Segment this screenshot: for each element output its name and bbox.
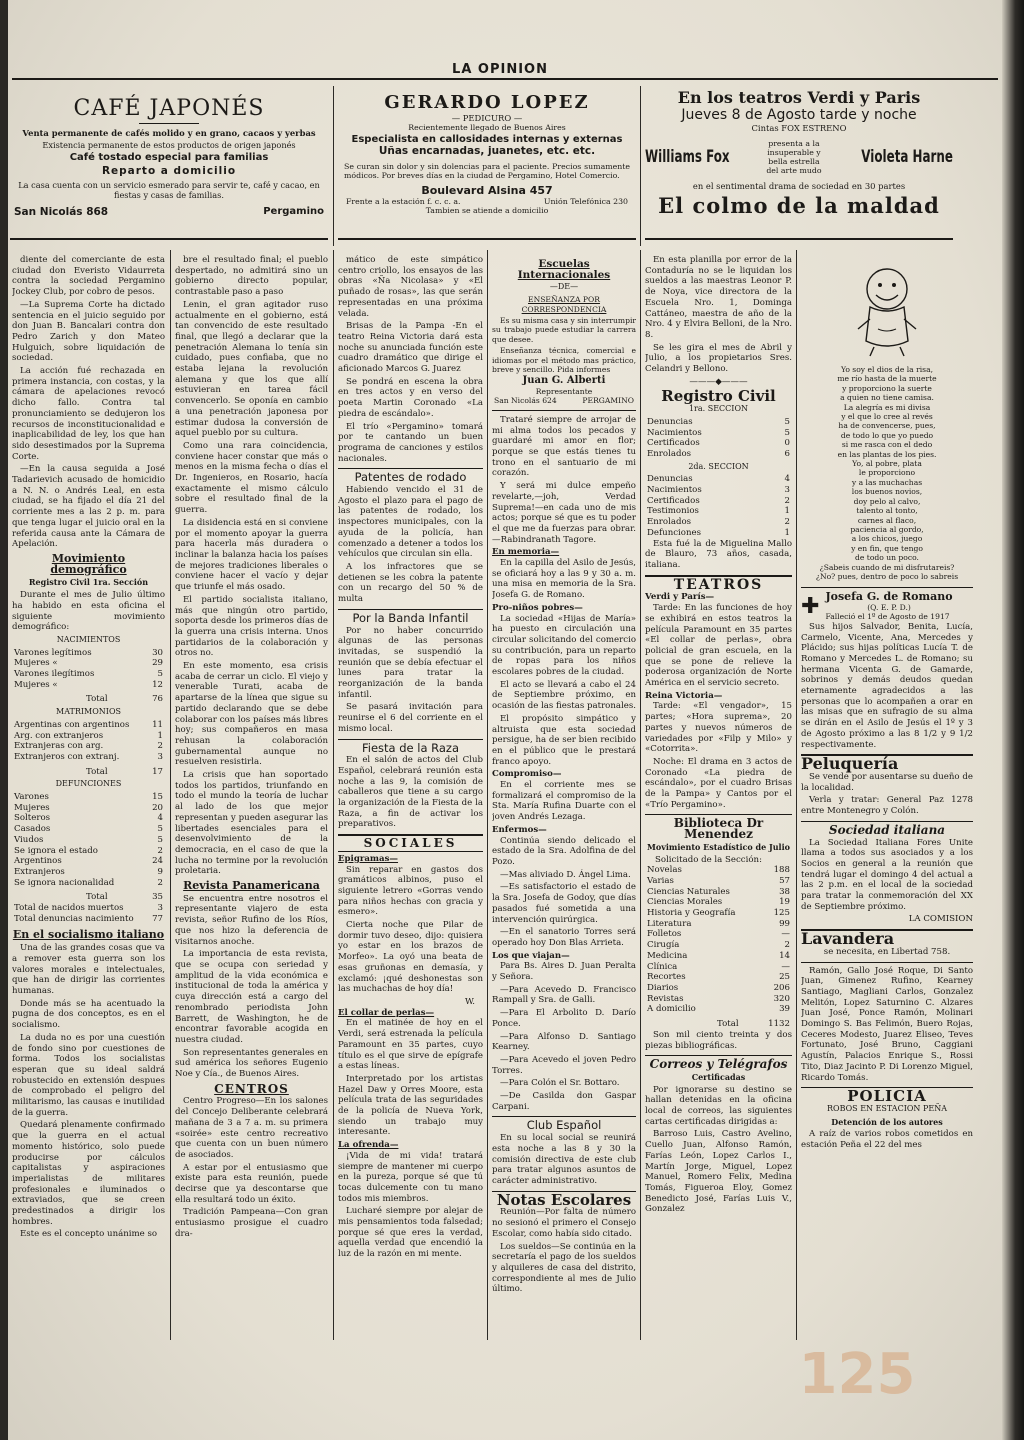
escuelas-heading: Escuelas Internacionales <box>517 258 611 281</box>
article-paragraph: El trío «Pergamino» tomará por te cantando un buen programa de canciones y estilos nacionales. <box>338 421 483 464</box>
article-paragraph: En la capilla del Asilo de Jesús, se oficiará hoy a las 9 y 30 a. m. una misa en memoria de la Sra. Josefa G. de Romano. <box>492 558 636 601</box>
table-row: Varones 15 <box>14 792 163 803</box>
article-paragraph: Cierta noche que Pilar de dormir tuvo deseo, dijo: quisiera yo estar en los brazos de Morfeo». La oyó una beata de esas gruñonas en demasía, y exclamó: ¡qué deshonestas son las muchachas de hoy día! <box>338 920 483 995</box>
article-paragraph: Es su misma casa y sin interrumpir su trabajo puede estudiar la carrera que desee. <box>492 315 636 344</box>
table-row: Certificados 0 <box>647 438 790 449</box>
sociales-heading: SOCIALES <box>338 834 483 852</box>
article-paragraph: A raíz de varios robos cometidos en estación Peña el 22 del mes <box>801 1129 973 1151</box>
ad-cafe-japones <box>10 88 328 240</box>
ad-teatros-line3: Cintas FOX ESTRENO <box>751 123 847 133</box>
article-paragraph: Se encuentra entre nosotros el representante viajero de esta revista, señor Rufino de los Ríos, que nos hizo la deferencia de visitarnos anoche. <box>175 893 328 947</box>
article-paragraph: Ramón, Gallo José Roque, Di Santo Juan, Gimenez Rufino, Kearney Santiago, Magliani Carlos, Gonzalez Melitón, Lopez Saturnino C. Alzares Juan José, Ponce Ramón, Molinari Domingo S. Bas Felimón, Buero Rojas, Ceceres Modesto, Juarez Eliseo, Teves Fortunato, José Bruno, Caggiani Agustín, Palacios Enrique S., Rossi Tito, Diaz Jacinto P. Di Lorenzo Miguel, Ricardo Tomás. <box>801 962 973 1084</box>
article-paragraph: La importancia de esta revista, que se ocupa con seriedad y amplitud de la vida económica e institucional de toda la américa y cuya dirección está a cargo del renombrado periodista John Barrett, de Washington, he de encontrar favorable acogida en nuestra ciudad. <box>175 949 328 1045</box>
column-rule <box>170 250 171 1340</box>
article-paragraph: Interpretado por los artistas Hazel Daw y Orres Moore, esta película trata de las seguridades de la policía de Nueva York, siendo un trabajo muy interesante. <box>338 1073 483 1138</box>
table-row: Total denuncias nacimiento 77 <box>14 913 163 924</box>
divider <box>139 123 199 124</box>
ad-cafe-line5: La casa cuenta con un servicio esmerado para servir te, café y cacao, en fiestas y casas de familias. <box>18 180 320 200</box>
article-paragraph: Quedará plenamente confirmado que la guerra en el actual momento histórico, solo puede producirse por cálculos capitalistas y aspiraciones imperialistas de militares profesionales e iluminados o extraviados, que se creen predestinados a dirigir los hombres. <box>12 1120 165 1227</box>
correos-subheading: Certificadas <box>691 1071 746 1082</box>
article-paragraph: Reunión—Por falta de número no sesionó el primero el Consejo Escolar, como había sido citado. <box>492 1207 636 1239</box>
ad-teatros-verdi-paris <box>645 88 953 240</box>
table-row: Literatura 99 <box>647 918 790 929</box>
obituary-header <box>801 587 973 622</box>
obituary-date: Falleció el 1º de Agosto de 1917 <box>825 612 950 622</box>
table-row: Varias 57 <box>647 875 790 886</box>
table-row: Historia y Geografía 125 <box>647 908 790 919</box>
ad-gerardo-lopez <box>338 88 636 240</box>
article-paragraph: Donde más se ha acentuado la pugna de dos conceptos, es en el socialismo. <box>12 998 165 1031</box>
article-paragraph: ¡Vida de mi vida! tratará siempre de mantener mi cuerpo en la pureza, porque sé que tú tocas dulcemente con tu mano todos mis miembros. <box>338 1150 483 1204</box>
epigramas-signature: W. <box>464 997 475 1007</box>
memoria-heading: En memoria— <box>492 547 560 558</box>
article-paragraph: Como una rara coincidencia, conviene hacer constar que más o menos en la misma fecha o días el Dr. Ingenieros, en Rosario, hacía exactamente el mismo cálculo sobre el resultado final de la guerra. <box>175 440 328 516</box>
article-paragraph: Barroso Luis, Castro Avelino, Cuello Juan, Alfonso Ramón, Farías León, Lopez Carlos I., Martín Jorge, Miguel, Lopez Manuel, Romero Felix, Medina Tomás, Figueroa Eloy, Gomez Benedicto José, Farías Luis V., Gonzalez <box>645 1129 792 1215</box>
ad-cafe-line1: Venta permanente de cafés molido y en grano, cacaos y yerbas <box>22 128 316 138</box>
ad-cafe-line4: Reparto a domicilio <box>101 165 237 177</box>
enfermos-heading: Enfermos— <box>492 824 547 835</box>
laughing-god-icon <box>842 259 932 359</box>
article-paragraph: En el corriente mes se formalizará el compromiso de la Sta. María Rufina Duarte con el joven Andrés Lezaga. <box>492 780 636 823</box>
masthead: LA OPINION <box>452 62 548 77</box>
escuelas-or: —DE— <box>549 282 579 292</box>
obituary-rip: (Q. E. P. D.) <box>867 603 911 613</box>
biblioteca-subheading: Movimiento Estadístico de Julio <box>647 841 790 852</box>
article-paragraph: Tarde: «El vengador», 15 partes; «Hora suprema», 20 partes y nuevos números de variedades por «Filp y Milo» y «Cotorrita». <box>645 701 792 755</box>
ad-gerardo-arrival: Recientemente llegado de Buenos Aires <box>408 123 566 132</box>
table-row: Ciencias Morales 19 <box>647 897 790 908</box>
sociedad-italiana-signature: LA COMISION <box>908 914 973 925</box>
lavandera-heading: Lavandera <box>801 929 973 945</box>
article-paragraph: Verla y tratar: General Paz 1278 entre Montenegro y Colón. <box>801 795 973 817</box>
ad-gerardo-attend: Tambien se atiende a domicilio <box>425 205 549 215</box>
table-row: Mujeres « 12 <box>14 679 163 690</box>
teatros-verdi-heading: Verdi y París— <box>645 592 715 603</box>
ad-gerardo-near: Frente a la estación f. c. c. a. <box>346 196 461 206</box>
archive-stamp: 125 <box>798 1342 916 1407</box>
list-item: —Para Acevedo el joven Pedro Torres. <box>492 1054 636 1076</box>
epigramas-heading: Epigramas— <box>338 853 399 864</box>
cartoon-figure <box>801 259 973 359</box>
ad-teatros-film: El colmo de la maldad <box>658 193 940 218</box>
table-row: Varones legítimos 30 <box>14 647 163 658</box>
table-row: Recortes 25 <box>647 972 790 983</box>
demografico-intro: Durante el mes de Julio último ha habido en esta oficina el siguiente movimiento demográfico: <box>12 590 165 633</box>
lavandera-text: se necesita, en Libertad 758. <box>823 946 951 957</box>
table-total-row: Total 1132 <box>717 1019 790 1030</box>
table-row: Denuncias 5 <box>647 416 790 427</box>
article-paragraph: En este momento, esa crisis acaba de cerrar un ciclo. El viejo y venerable Turati, acaba de apartarse de la línea que sigue su partido declarando que se debe colaborar con los países más libres hoy; sus compañeros en masa rehusan la colaboración gubernamental aunque no resuelven resistirla. <box>175 661 328 768</box>
table-row: Viudos 5 <box>14 834 163 845</box>
masthead-rule <box>12 78 998 80</box>
ad-gerardo-phone: Unión Telefónica 230 <box>543 196 628 206</box>
list-item: —Para El Arbolito D. Darío Ponce. <box>492 1008 636 1029</box>
table-row: Extranjeros 9 <box>14 866 163 877</box>
table-total-row: Total 17 <box>86 766 163 777</box>
ad-gerardo-address: Boulevard Alsina 457 <box>421 183 553 197</box>
article-paragraph: Se pondrá en escena la obra en tres actos y en verso del poeta Martin Coronado «La piedra de escándalo». <box>338 376 483 419</box>
table-row: Novelas 188 <box>647 865 790 876</box>
cartoon-verse: Yo soy el dios de la risa, me río hasta de la muerte y proporciono la suerte a quien no tiene camisa. La alegría es mi divisa y el que lo cree al revés ha de convencerse, pues, de todo lo que yo puedo si me rasca con el dedo en las plantas de los pies. Yo, al pobre, plata le proporciono y a las muchachas los buenos novios, doy pelo al calvo, talento al tonto, carnes al flaco, paciencia al gordo, a los chicos, juego y en fin, que tengo de todo un poco. ¿Sabeis cuando de mi disfrutareis? ¿No? pues, dentro de poco lo sabreis <box>815 365 959 581</box>
ofrenda-heading: La ofrenda— <box>338 1140 399 1151</box>
column-6 <box>801 255 973 1337</box>
notas-escolares-heading: Notas Escolares <box>492 1191 636 1206</box>
article-paragraph: En el matinée de hoy en el Verdi, será estrenada la película Paramount en 35 partes, cuyo título es el que sirve de epígrafe a estas líneas. <box>338 1018 483 1072</box>
list-item: —Para Colón el Sr. Bottaro. <box>500 1078 620 1089</box>
table-row: Argentinos 24 <box>14 856 163 867</box>
article-paragraph: Lucharé siempre por alejar de mis pensamientos toda falsedad; porque sé que eres la verdad, aquella verdad que encendió la luz de la razón en mi mente. <box>338 1206 483 1260</box>
ad-gerardo-spec1: Especialista en callosidades internas y externas <box>351 134 623 145</box>
article-paragraph: Sus hijos Salvador, Benita, Lucía, Carmelo, Vicente, Ana, Mercedes y Plácido; sus hijas políticas Lucía T. de Romano y Mercedes L. de Romano; su hermana Vicenta G. de Gamarde, sobrinos y demás deudos quedan eternamente agradecidos a las personas que lo acompañen a orar en las misas que en sufragio de su alma se dirán en el Asilo de Jesús el 1º y 3 de Agosto próximo a las 8 1/2 y 9 1/2 respectivamente. <box>801 621 973 750</box>
article-paragraph: Noche: El drama en 3 actos de Coronado «La piedra de escándalo», por el cuadro Brisas de la Pampa» y Cantos por el «Trío Pergamino». <box>645 756 792 810</box>
ad-gerardo-name: GERARDO LOPEZ <box>384 92 590 113</box>
article-paragraph: Lenin, el gran agitador ruso actualmente en el gobierno, está tan convencido de este resultado final, que llegó a declarar que la penetración Alemana lo tenía sin cuidado, pues confiaba, que no estaba lejana la revolución alemana y que los que allí estuvieran en tarea fácil convencerlo. Se oponía en cambio a una penetración japonesa por estimar dudosa la conversión de aquel pueblo por su cultura. <box>175 299 328 439</box>
ad-gerardo-spec2: Uñas encarnadas, juanetes, etc. etc. <box>378 145 596 157</box>
table-row: Testimonios 1 <box>647 506 790 517</box>
article-paragraph: Por no haber concurrido algunas de las personas invitadas, se suspendió la reunión que se debía efectuar el lunes para tratar la reorganización de la banda infantil. <box>338 625 483 700</box>
table-row: Enrolados 2 <box>647 517 790 528</box>
table-row: Solteros 4 <box>14 813 163 824</box>
table-row: Diarios 206 <box>647 983 790 993</box>
column-rule <box>640 250 641 1340</box>
article-paragraph: Sin reparar en gastos dos gramáticos albinos, puso el siguiente letrero «Gorras vendo para niños hechas con gracia y esmero». <box>338 864 483 918</box>
escuelas-subheading: ENSEÑANZA POR CORRESPONDENCIA <box>521 295 607 314</box>
column-3 <box>338 255 483 1337</box>
compromiso-heading: Compromiso— <box>492 769 562 780</box>
article-paragraph: Esta fué la de Miguelina Mallo de Blauro, 73 años, casada, italiana. <box>645 538 792 570</box>
article-paragraph: Son representantes generales en sud américa los señores Eugenio Noe y Cía., de Buenos Aires. <box>175 1047 328 1080</box>
ad-cafe-address: San Nicolás 868 <box>14 206 109 218</box>
article-paragraph: El propósito simpático y altruista que esta sociedad persigue, ha de ser bien recibido en el público que le prestará franco apoyo. <box>492 713 636 767</box>
demografico-heading: Movimiento demográfico <box>50 551 127 576</box>
table-row: Cirugía 2 <box>647 940 790 951</box>
correos-heading: Correos y Telégrafos <box>645 1055 792 1070</box>
table-total-row: Total 35 <box>86 892 163 903</box>
table-row: Argentinas con argentinos 11 <box>14 719 163 730</box>
article-paragraph: Y será mi dulce empeño revelarte,—joh, Verdad Suprema!—en cada uno de mis actos; porque sé que es tu poder el que me da fuerzas para obrar.—Rabindranath Tagore. <box>492 481 636 545</box>
article-paragraph: Brisas de la Pampa -En el teatro Reina Victoria dará esta noche su anunciada función este cuadro dramático que dirige el aficionado Marcos G. Juarez <box>338 321 483 375</box>
column-rule <box>487 250 488 1340</box>
table-row: Extranjeras con arg. 2 <box>14 741 163 752</box>
banda-heading: Por la Banda Infantil <box>338 609 483 624</box>
article-paragraph: Tarde: En las funciones de hoy se exhibirá en estos teatros la película Paramount en 35 partes «El collar de perlas», obra policial de gran escuela, en la que se pone de relieve la poderosa organización de Norte América en el servicio secreto. <box>645 603 792 689</box>
escuelas-rep-name: Juan G. Alberti <box>522 375 606 387</box>
article-paragraph: —Es satisfactorio el estado de la Sra. Josefa de Godoy, que días pasados fué sometida a una intervención quirúrgica. <box>492 882 636 925</box>
article-paragraph: Se pasará invitación para reunirse el 6 del corriente en el mismo local. <box>338 702 483 734</box>
nacimientos-table <box>12 648 165 706</box>
pro-ninos-heading: Pro-niños pobres— <box>492 602 583 613</box>
ornament-divider: ———◆——— <box>689 376 748 387</box>
ad-gerardo-role: — PEDICURO — <box>451 113 523 123</box>
table-row: Nacimientos 5 <box>647 427 790 438</box>
article-paragraph: —Mas aliviado D. Ángel Lima. <box>500 869 631 880</box>
ad-teatros-line1: En los teatros Verdi y Paris <box>677 88 921 107</box>
article-paragraph: La duda no es por una cuestión de fondo sino por cuestiones de forma. Todos los socialistas esperan que su ideal saldrá robustecido en extensión despues de comprobado el peligro del militarismo, las causas e inutilidad de la guerra. <box>12 1032 165 1118</box>
table-row: Casados 5 <box>14 824 163 835</box>
table-row: Se ignora el estado 2 <box>14 845 163 856</box>
article-paragraph: Se les gira el mes de Abril y Julio, a los propietarios Sres. Celandri y Bellono. <box>645 342 792 375</box>
article-paragraph: A los infractores que se detienen se les cobra la patente con un recargo del 50 % de multa <box>338 561 483 605</box>
nacimientos-heading: NACIMIENTOS <box>56 634 121 644</box>
list-item: —Para Acevedo D. Francisco Rampall y Sra. de Galli. <box>492 984 636 1006</box>
list-item: —De Casilda don Gaspar Carpani. <box>492 1091 636 1112</box>
viajan-heading: Los que viajan— <box>492 950 570 961</box>
collar-heading: El collar de perlas— <box>338 1007 435 1018</box>
ad-teatros-drama: en el sentimental drama de sociedad en 30 partes <box>692 181 906 191</box>
column-2 <box>175 255 328 1337</box>
column-5 <box>645 255 792 1337</box>
matrimonios-table <box>12 720 165 778</box>
article-paragraph: El partido socialista italiano, más que ningún otro partido, soporta desde los primeros días de la guerra una crisis interna. Unos partidarios de la colaboración y otros no. <box>175 594 328 659</box>
demografico-subheading: Registro Civil 1ra. Sección <box>28 577 149 588</box>
ad-teatros-studio: Williams Fox <box>645 147 730 167</box>
defunciones-heading: DEFUNCIONES <box>55 779 122 789</box>
registro-civil-heading: Registro Civil <box>661 387 776 406</box>
article-paragraph: Se vende por ausentarse su dueño de la localidad. <box>801 772 973 793</box>
revista-heading: Revista Panamericana <box>183 879 320 893</box>
registro-seccion2: 2da. SECCION <box>688 461 749 471</box>
matrimonios-heading: MATRIMONIOS <box>56 707 121 717</box>
teatros-reina-heading: Reina Victoria— <box>645 690 723 701</box>
ad-cafe-city: Pergamino <box>263 206 324 217</box>
policia-subheading2: Detención de los autores <box>831 1116 943 1127</box>
ad-teatros-presents: presenta a la insuperable y bella estrella del arte mudo <box>766 139 822 175</box>
ad-teatros-line2: Jueves 8 de Agosto tarde y noche <box>681 107 917 123</box>
column-rule <box>640 86 641 246</box>
article-paragraph: —En la causa seguida a José Tadarievich acusado de homicidio a N. N. o Andrés Leal, en esta ciudad, se ha fijado el día 21 del corriente mes a las 2 p. m. para que tenga lugar el juicio oral en la referida causa ante la Cámara de Apelación. <box>12 464 165 550</box>
teatros-heading: TEATROS <box>645 575 792 591</box>
article-paragraph: La acción fué rechazada en primera instancia, con costas, y la cámara de apelaciones revocó dicho fallo. Contra tal pronunciamiento se dedujeron los recursos de inconstitucionalidad e inaplicabilidad de ley, los que han sido desestimados por la Suprema Corte. <box>12 366 165 462</box>
sociedad-italiana-heading: Sociedad italiana <box>801 821 973 836</box>
column-rule <box>333 250 334 1340</box>
cross-icon: ✚ <box>801 594 820 620</box>
table-row: Medicina 14 <box>647 950 790 961</box>
table-row: Extranjeros con extranj. 3 <box>14 751 163 762</box>
defunciones-table <box>12 792 165 924</box>
column-rule <box>796 250 797 1340</box>
table-row: Varones ilegítimos 5 <box>14 669 163 680</box>
table-total-row: Total 76 <box>86 694 163 705</box>
club-espanol-heading: Club Español <box>492 1116 636 1131</box>
article-paragraph: La crisis que han soportado todos los partidos, triunfando en todo el mundo la teoría de luchar al lado de los que mejor representan y pueden asegurar las libertades esenciales para el desenvolvimiento de la democracia, en el caso de que la lucha no termine por la revolución proletaria. <box>175 770 328 877</box>
table-row: Folletos — <box>647 929 790 940</box>
raza-heading: Fiesta de la Raza <box>338 739 483 754</box>
socialismo-heading: En el socialismo italiano <box>12 928 165 942</box>
ad-teatros-star: Violeta Harne <box>861 147 953 167</box>
policia-heading: POLICIA <box>801 1087 973 1102</box>
ad-cafe-line2: Existencia permanente de estos productos de origen japonés <box>42 140 296 150</box>
table-row: A domicilio 39 <box>647 1004 790 1015</box>
scan-edge-left <box>0 0 8 1440</box>
article-paragraph: En el salón de actos del Club Español, celebrará reunión esta noche a las 9, la comisión de caballeros que tiene a su cargo la organización de la Fiesta de la Raza, a fin de activar los preparativos. <box>338 755 483 830</box>
article-paragraph: mático de este simpático centro criollo, los ensayos de las obras «Ña Nicolasa» y «El puñado de rosas», las que serán representadas en una próxima velada. <box>338 255 483 319</box>
article-paragraph: El acto se llevará a cabo el 24 de Septiembre próximo, en ocasión de las fiestas patronales. <box>492 679 636 712</box>
article-paragraph: diente del comerciante de esta ciudad don Everisto Vidaurreta contra la sociedad Pergamino Jockey Club, por cobro de pesos. <box>12 255 165 298</box>
table-row: Nacimientos 3 <box>647 485 790 496</box>
article-paragraph: La disidencia está en si conviene por el momento apoyar la guerra para hacerla más duradera o inclinar la balanza hacia los países de mejores tradiciones liberales o conviene hacer el vacío y dejar que triunfe el más osado. <box>175 517 328 593</box>
article-paragraph: La Sociedad Italiana Fores Unite llama a todos sus asociados y a los Socios en general a la reunión que tendrá lugar el domingo 4 del actual a las 2 p.m. en el local de la sociedad para tratar la conmemoración del XX de Septiembre próximo. <box>801 837 973 912</box>
table-row: Revistas 320 <box>647 993 790 1004</box>
article-paragraph: —En el sanatorio Torres será operado hoy Don Blas Arrieta. <box>492 927 636 948</box>
article-paragraph: En su local social se reunirá esta noche a las 8 y 30 la comisión directiva de este club para tratar algunos asuntos de carácter administrativo. <box>492 1133 636 1186</box>
article-paragraph: Una de las grandes cosas que va a remover esta guerra son los valores morales e intelectuales, que han de dirigir las corrientes humanas. <box>12 943 165 996</box>
table-row: Se ignora nacionalidad 2 <box>14 877 163 888</box>
biblioteca-heading: Biblioteca Dr Menendez <box>645 814 792 839</box>
table-row: Enrolados 6 <box>647 448 790 459</box>
ad-cafe-title: CAFÉ JAPONÉS <box>73 96 265 121</box>
article-paragraph: Los sueldos—Se continúa en la secretaría el pago de los sueldos y alquileres de casa del distrito, correspondiente al mes de Julio último. <box>492 1241 636 1295</box>
article-paragraph: En esta planilla por error de la Contaduría no se le liquidan los sueldos a las maestras Leonor P. de Noya, vice directora de la Escuela Nro. 1, Dominga Cattáneo, maestra de año de la Nro. 4 y Elvira Belloni, de la Nro. 8. <box>645 255 792 340</box>
table-row: Total de nacidos muertos 3 <box>14 903 163 914</box>
column-4 <box>492 255 636 1337</box>
article-paragraph: bre el resultado final; el pueblo despertado, no admitirá sino un gobierno directo popular, contrastable paso a paso <box>175 255 328 298</box>
peluqueria-heading: Peluquería <box>801 754 973 770</box>
table-row: Ciencias Naturales 38 <box>647 886 790 897</box>
article-paragraph: Centro Progreso—En los salones del Concejo Deliberante celebrará mañana de 3 a 7 a. m. su primera «soirée» este centro recreativo que cuenta con un buen número de asociados. <box>175 1096 328 1160</box>
centros-heading: CENTROS <box>214 1081 289 1096</box>
article-paragraph: —La Suprema Corte ha dictado sentencia en el juicio seguido por don Juan B. Bancalari contra don Pedro Zarich y don Mateo Hulguich, sobre liquidación de sociedad. <box>12 299 165 364</box>
article-paragraph: Son mil ciento treinta y dos piezas bibliográficas. <box>645 1029 792 1051</box>
escuelas-rep-title: Representante <box>535 387 593 397</box>
patentes-heading: Patentes de rodado <box>338 468 483 483</box>
article-paragraph: Este es el concepto unánime so <box>20 1229 158 1240</box>
ad-cafe-line3: Café tostado especial para familias <box>69 152 269 163</box>
scan-edge-right <box>1002 0 1024 1440</box>
article-paragraph: Trataré siempre de arrojar de mi alma todos los pecados y guardaré mi amor en flor; porque se que estás tienes tu trono en el santuario de mi corazón. <box>492 414 636 479</box>
article-paragraph: Continúa siendo delicado el estado de la Sra. Adolfina de del Pozo. <box>492 835 636 867</box>
table-row: Mujeres 20 <box>14 802 163 813</box>
list-item: Para Bs. Aires D. Juan Peralta y Señora. <box>492 961 636 983</box>
policia-subheading: ROBOS EN ESTACION PEÑA <box>827 1103 947 1113</box>
table-row: Defunciones 1 <box>647 527 790 538</box>
registro-seccion1: 1ra. SECCION <box>688 404 749 414</box>
column-1 <box>12 255 165 1337</box>
column-rule <box>333 86 334 246</box>
article-paragraph: Enseñanza técnica, comercial e idiomas por el método mas práctico, breve y sencillo. Pida informes <box>492 346 636 374</box>
escuelas-address-row: San Nicolás 624 PERGAMINO <box>492 396 636 410</box>
obituary-name: Josefa G. de Romano <box>825 590 953 604</box>
article-paragraph: Tradición Pampeana—Con gran entusiasmo prosigue el cuadro dra- <box>175 1207 328 1239</box>
table-row: Clínica — <box>647 961 790 972</box>
table-row: Denuncias 4 <box>647 474 790 485</box>
biblioteca-intro: Solicitado de la Sección: <box>655 854 762 865</box>
table-row: Certificados 2 <box>647 495 790 506</box>
article-paragraph: La sociedad «Hijas de María» ha puesto en circulación una circular solicitando del comercio su contribución, para un reparto de ropas para los niños escolares pobres de la ciudad. <box>492 613 636 678</box>
list-item: —Para Alfonso D. Santiago Kearney. <box>492 1031 636 1053</box>
article-paragraph: Habiendo vencido el 31 de Agosto el plazo para el pago de las patentes de rodado, los inspectores municipales, con la ayuda de la policía, han comenzado a detener a todos los vehículos que circulan sin ella. <box>338 485 483 560</box>
table-row: Arg. con extranjeros 1 <box>14 730 163 741</box>
article-paragraph: Por ignorarse su destino se hallan detenidas en la oficina local de correos, las siguientes cartas certificadas dirigidas a: <box>645 1084 792 1127</box>
ad-gerardo-body: Se curan sin dolor y sin dolencias para el paciente. Precios sumamente módicos. Por breves días en la ciudad de Pergamino, Hotel Comercio. <box>344 162 630 181</box>
table-row: Mujeres « 29 <box>14 658 163 669</box>
article-paragraph: A estar por el entusiasmo que existe para esta reunión, puede decirse que ya descontarse que ella resultará todo un éxito. <box>175 1162 328 1205</box>
